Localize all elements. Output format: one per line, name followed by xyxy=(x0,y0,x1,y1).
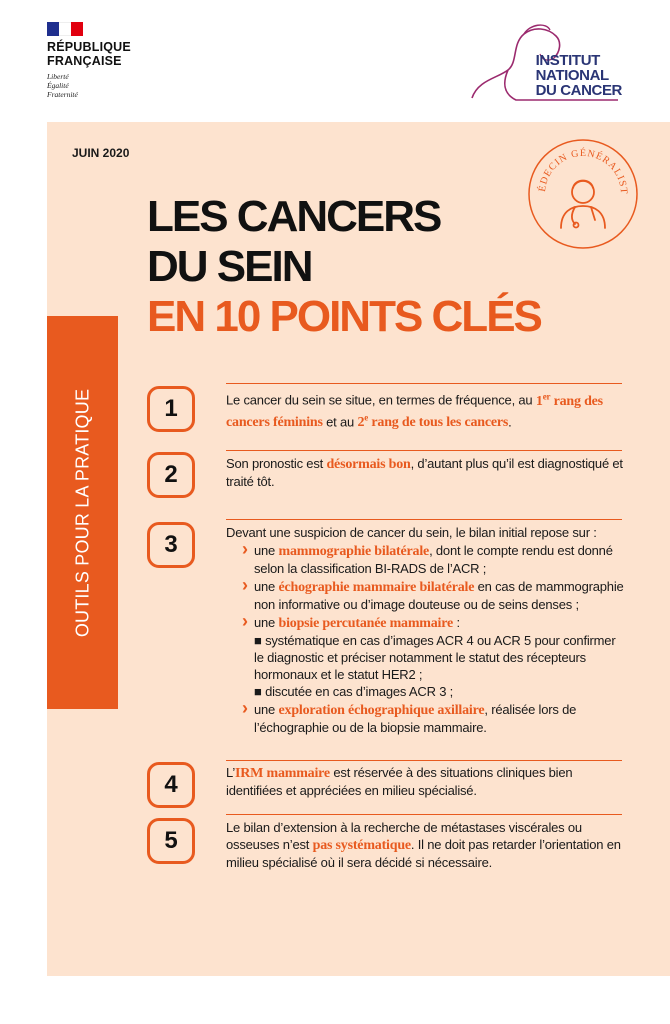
rf-motto-liberte: Liberté xyxy=(47,72,69,81)
title-line2: DU SEIN xyxy=(147,242,312,291)
republique-francaise-logo xyxy=(47,22,131,99)
inca-logo xyxy=(468,22,628,104)
highlight: pas systématique xyxy=(312,838,411,853)
inca-line2: NATIONAL xyxy=(535,67,609,84)
rf-motto-fraternite: Fraternité xyxy=(47,90,78,99)
sub-item: ■ systématique en cas d’images ACR 4 ou ACR 5 pour confirmer le diagnostic et préciser notamment le statut des récepteurs hormonaux et le statut HER2 ; xyxy=(254,633,616,682)
point-text: Le bilan d’extension à la recherche de métastases viscérales ou osseuses n’est pas systématique. Il ne doit pas retarder l’orientation en milieu spécialisé où il sera décidé si nécessaire. xyxy=(226,820,621,870)
point-number: 2 xyxy=(147,452,195,498)
point-number: 5 xyxy=(147,818,195,864)
bullet-item: › une biopsie percutanée mammaire : xyxy=(226,613,626,632)
title-line3: EN 10 POINTS CLÉS xyxy=(147,292,541,341)
point-number: 3 xyxy=(147,522,195,568)
rf-name-line1: RÉPUBLIQUE xyxy=(47,40,131,54)
inca-name xyxy=(536,53,622,98)
rf-motto xyxy=(47,72,131,99)
highlight: désormais bon xyxy=(326,457,411,472)
title-line1: LES CANCERS xyxy=(147,192,441,241)
french-flag-icon xyxy=(47,22,83,36)
publication-date: JUIN 2020 xyxy=(72,146,130,160)
inca-line3: DU CANCER xyxy=(535,82,622,99)
highlight: 2e rang de tous les cancers xyxy=(357,412,509,431)
rf-name-line2: FRANÇAISE xyxy=(47,54,122,68)
sidebar-band xyxy=(47,316,118,709)
point-text: L’IRM mammaire est réservée à des situations cliniques bien identifiées et appréciées en milieu spécialisé. xyxy=(226,765,573,798)
point-divider xyxy=(226,383,622,384)
bullet-item: › une exploration échographique axillaire, réalisée lors de l’échographie ou de la biopsie mammaire. xyxy=(226,700,626,736)
sidebar-label: OUTILS POUR LA PRATIQUE xyxy=(72,388,92,637)
point-number: 1 xyxy=(147,386,195,432)
rf-motto-egalite: Égalité xyxy=(47,81,69,90)
highlight: IRM mammaire xyxy=(235,766,330,781)
point-divider xyxy=(226,450,622,451)
point-3-intro: Devant une suspicion de cancer du sein, le bilan initial repose sur : xyxy=(226,525,597,540)
page-title xyxy=(147,192,541,342)
inca-line1: INSTITUT xyxy=(535,52,600,69)
sub-item: ■ discutée en cas d’images ACR 3 ; xyxy=(254,684,454,699)
highlight: 1er rang des cancers féminins xyxy=(226,391,603,431)
point-text xyxy=(226,524,626,736)
point-divider xyxy=(226,760,622,761)
badge-text: ÉDECIN GÉNÉRALIST xyxy=(536,147,630,196)
bullet-item: › une mammographie bilatérale, dont le compte rendu est donné selon la classification BI-RADS de l’ACR ; xyxy=(226,541,626,577)
bullet-item: › une échographie mammaire bilatérale en cas de mammographie non informative ou d’image douteuse ou de seins denses ; xyxy=(226,577,626,613)
point-text: Son pronostic est désormais bon, d’autant plus qu’il est diagnostiqué et traité tôt. xyxy=(226,456,623,489)
point-text: Le cancer du sein se situe, en termes de fréquence, au 1er rang des cancers féminins et au 2e rang de tous les cancers. xyxy=(226,391,603,431)
point-number: 4 xyxy=(147,762,195,808)
point-divider xyxy=(226,519,622,520)
header xyxy=(0,0,670,122)
point-divider xyxy=(226,814,622,815)
